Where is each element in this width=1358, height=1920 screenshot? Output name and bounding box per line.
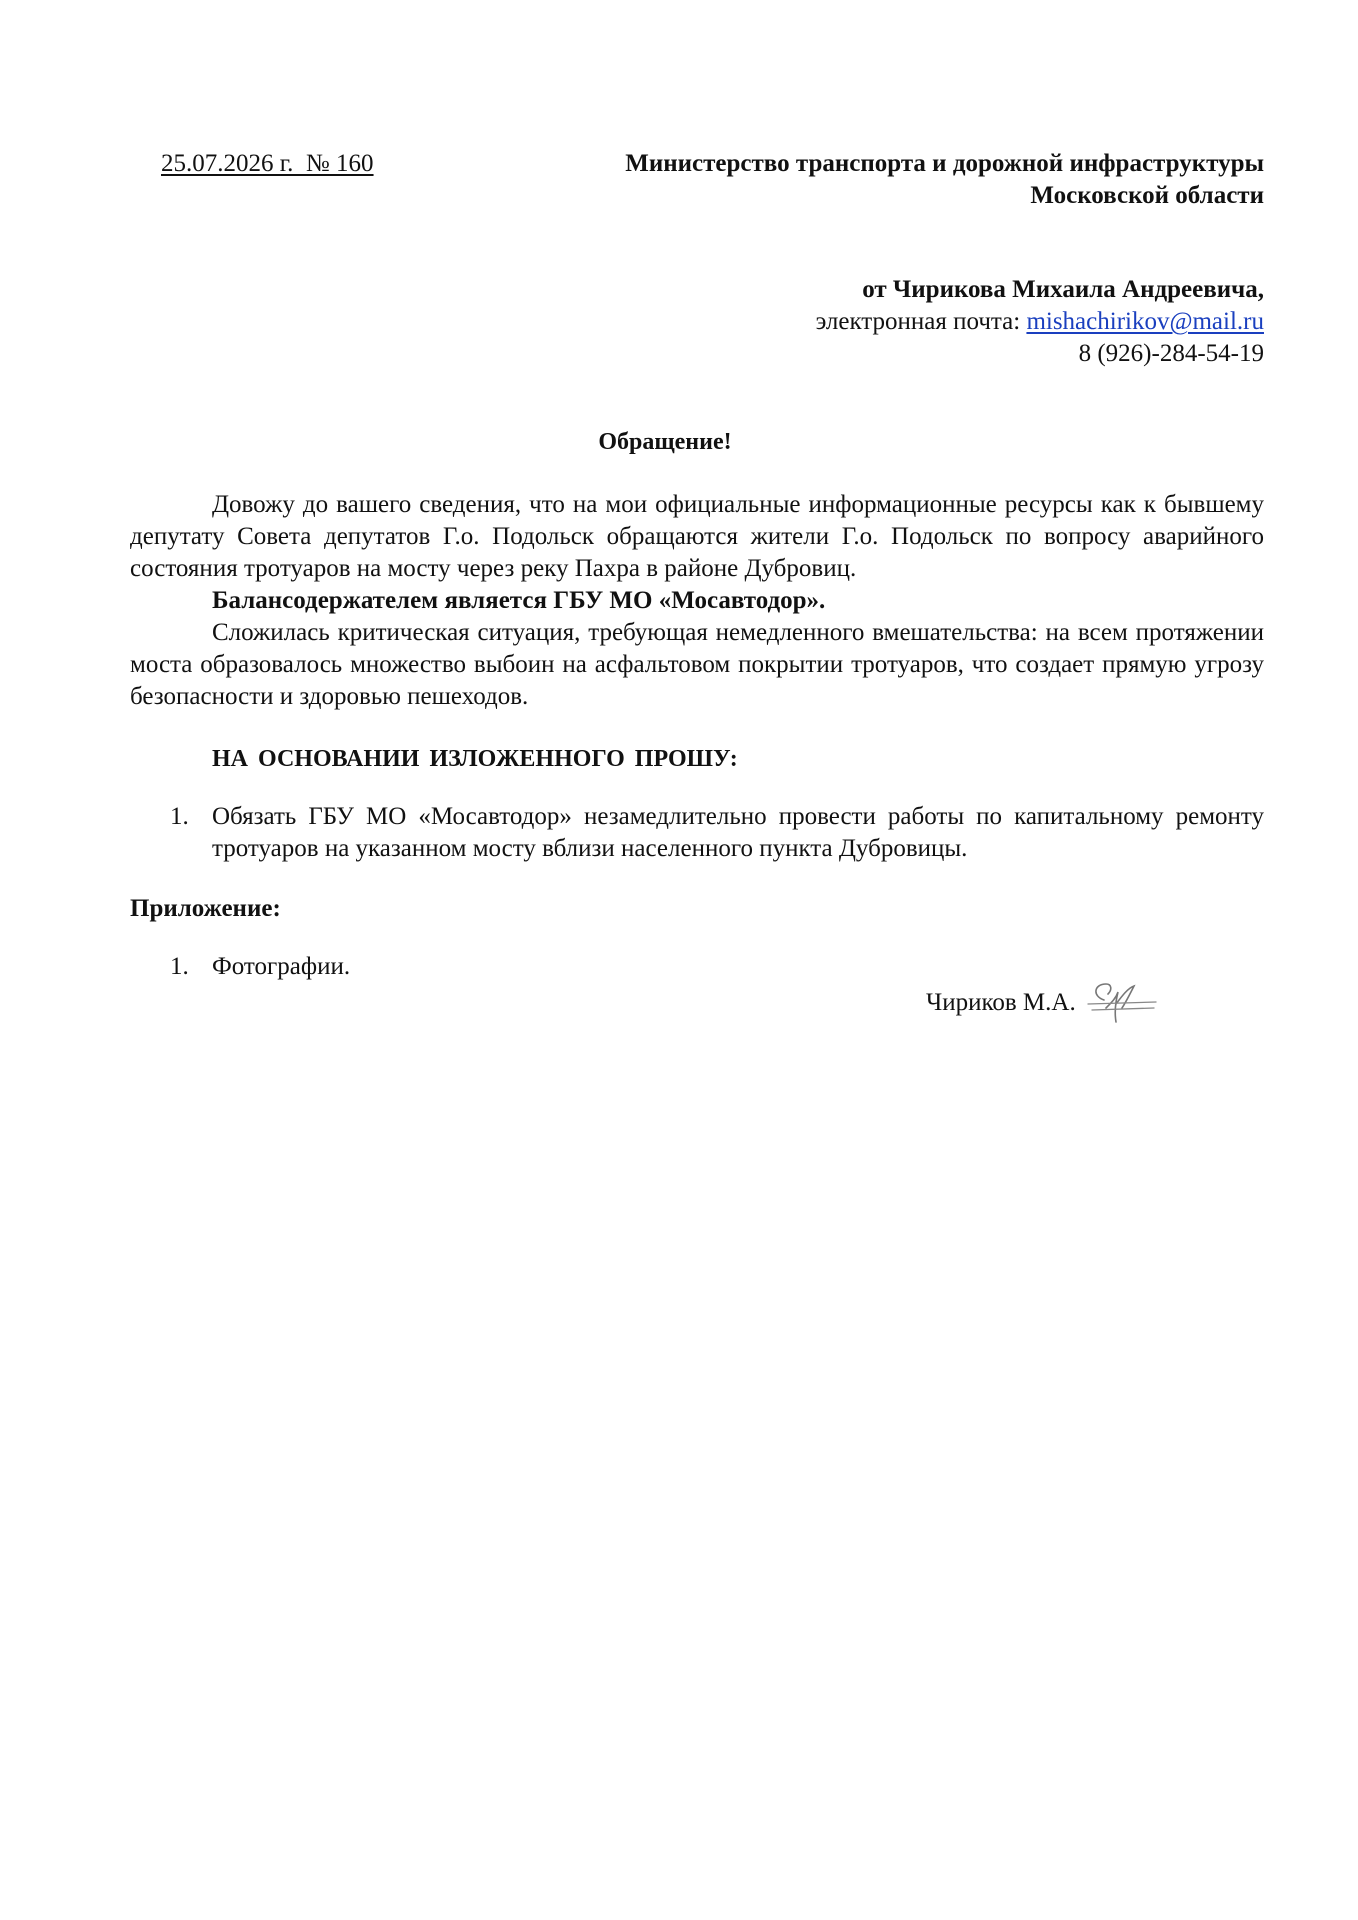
- list-item-text: Обязать ГБУ МО «Мосавтодор» незамедлительно провести работы по капитальному ремонту тротуаров на указанном мосту вблизи населенного пункта Дубровицы.: [212, 803, 1264, 862]
- handwritten-signature: [1082, 978, 1162, 1028]
- sender-phone: 8 (926)-284-54-19: [1078, 340, 1264, 367]
- recipient-block: [625, 148, 1264, 212]
- document-body: [130, 489, 1264, 983]
- request-list: [130, 801, 1264, 865]
- sender-email-line: [816, 306, 1264, 338]
- sender-name: от Чирикова Михаила Андреевича,: [862, 276, 1264, 303]
- list-item-text: Фотографии.: [212, 953, 351, 980]
- signature-block: [926, 978, 1162, 1028]
- paragraph-situation: Сложилась критическая ситуация, требующая немедленного вмешательства: на всем протяжении моста образовалось множество выбоин на асфальтовом покрытии тротуаров, что создает прямую угрозу безопасности и здоровью пешеходов.: [130, 619, 1264, 710]
- document-title: Обращение!: [598, 429, 732, 455]
- sender-block: [816, 274, 1264, 370]
- date-and-number: 25.07.2026 г. № 160: [161, 150, 374, 177]
- attachments-heading: Приложение:: [130, 895, 281, 922]
- email-link[interactable]: mishachirikov@mail.ru: [1026, 308, 1264, 335]
- paragraph-intro: Довожу до вашего сведения, что на мои официальные информационные ресурсы как к бывшему депутату Совета депутатов Г.о. Подольск обращаются жители Г.о. Подольск по вопросу аварийного состояния тротуаров на мосту через реку Пахра в районе Дубровиц.: [130, 491, 1264, 582]
- paragraph-balance-holder: Балансодержателем является ГБУ МО «Мосавтодор».: [212, 587, 826, 614]
- signatory-name: Чириков М.А.: [926, 989, 1076, 1016]
- list-item-number: 1.: [170, 803, 189, 830]
- email-label: электронная почта:: [815, 308, 1027, 335]
- list-item: [130, 801, 1264, 865]
- recipient-line-2: Московской области: [1030, 182, 1264, 209]
- list-item-number: 1.: [170, 953, 189, 980]
- recipient-line-1: Министерство транспорта и дорожной инфраструктуры: [625, 150, 1264, 177]
- request-heading: НА ОСНОВАНИИ ИЗЛОЖЕННОГО ПРОШУ:: [212, 746, 738, 772]
